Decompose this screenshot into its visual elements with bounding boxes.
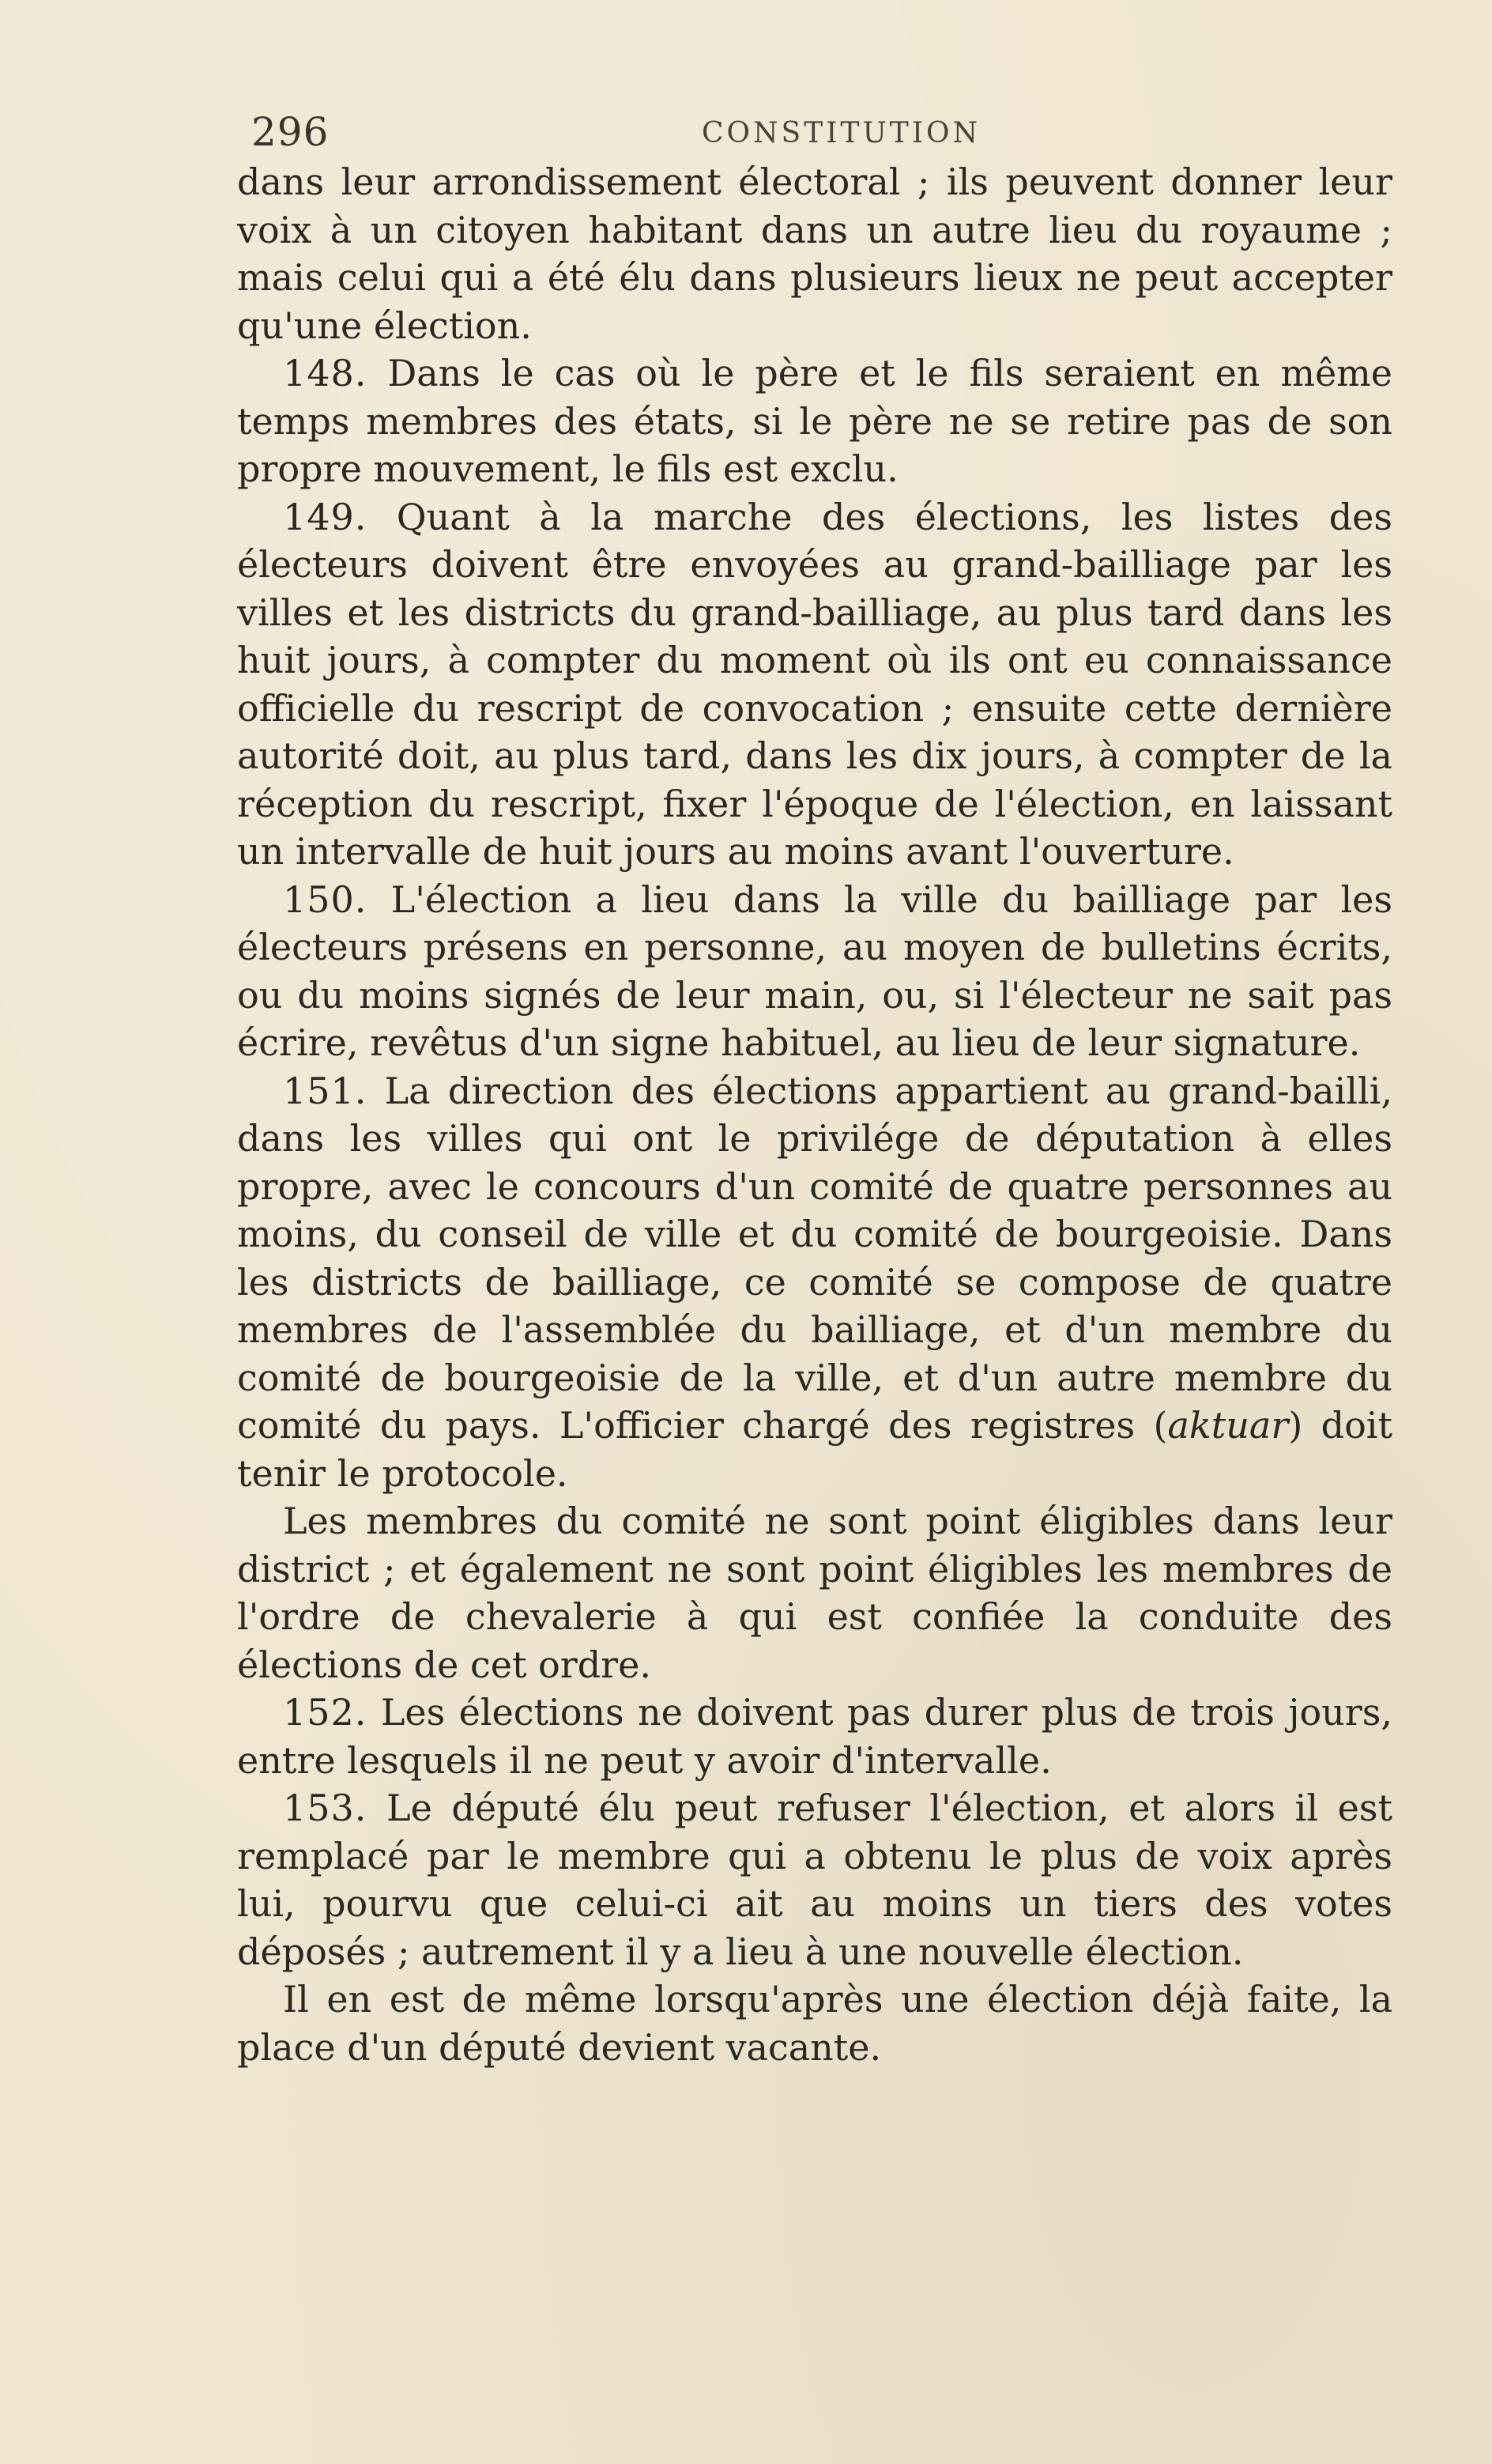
paragraph-text: La direction des élections appartient au grand-bailli, dans les villes qui ont le privilége de députation à elles propre, avec le concours d'un comité de quatre personnes au moins, du conseil de ville et du comité de bourgeoisie. Dans les districts de bailliage, ce comité se compose de quatre membres de l'assemblée du bailliage, et d'un membre du comité de bourgeoisie de la ville, et d'un autre membre du comité du pays. L'officier chargé des registres ( (237, 1069, 1392, 1447)
paragraph-vacancy (237, 1975, 1392, 2071)
paragraph-text: Le député élu peut refuser l'élection, et alors il est remplacé par le membre qui a obtenu le plus de voix après lui, pourvu que celui-ci ait au moins un tiers des votes déposés ; autrement il y a lieu à une nouvelle élection. (237, 1787, 1392, 1973)
paragraph-continuation (237, 158, 1392, 349)
paragraph-text: Dans le cas où le père et le fils seraient en même temps membres des états, si le père ne se retire pas de son propre mouvement, le fils est exclu. (237, 352, 1393, 490)
italic-term: aktuar (1167, 1404, 1289, 1447)
article-149 (237, 493, 1392, 876)
paragraph-text: Il en est de même lorsqu'après une élection déjà faite, la place d'un député devient vacante. (237, 1978, 1392, 2069)
paragraph-text: dans leur arrondissement électoral ; ils peuvent donner leur voix à un citoyen habitant dans un autre lieu du royaume ; mais celui qui a été élu dans plusieurs lieux ne peut accepter qu'une élection. (237, 160, 1392, 347)
article-number: 150. (283, 877, 367, 921)
article-number: 151. (283, 1069, 367, 1112)
paragraph-text-end: ) doit tenir le protocole. (237, 1404, 1393, 1495)
running-head (251, 109, 1397, 164)
paragraph-text: Les membres du comité ne sont point éligibles dans leur district ; et également ne sont point éligibles les membres de l'ordre de chevalerie à qui est confiée la conduite des élections de cet ordre. (237, 1500, 1392, 1686)
article-152 (237, 1689, 1392, 1784)
paragraph-text: L'élection a lieu dans la ville du bailliage par les électeurs présens en personne, au moyen de bulletins écrits, ou du moins signés de leur main, ou, si l'électeur ne sait pas écrire, revêtus d'un signe habituel, au lieu de leur signature. (237, 877, 1392, 1064)
article-number: 148. (283, 352, 367, 394)
article-number: 149. (283, 495, 367, 538)
paragraph-text: Les élections ne doivent pas durer plus de trois jours, entre lesquels il ne peut y avoir d'intervalle. (237, 1691, 1392, 1782)
article-number: 152. (283, 1691, 367, 1734)
page-number: 296 (251, 109, 330, 155)
article-number: 153. (283, 1787, 367, 1829)
article-150 (237, 876, 1392, 1067)
text-body (237, 158, 1392, 2071)
article-151 (237, 1067, 1392, 1498)
paragraph-committee-eligibility (237, 1497, 1392, 1689)
article-148 (237, 349, 1392, 493)
running-title: CONSTITUTION (702, 117, 981, 149)
paragraph-text: Quant à la marche des élections, les listes des électeurs doivent être envoyées au grand-bailliage par les villes et les districts du grand-bailliage, au plus tard dans les huit jours, à compter du moment où ils ont eu connaissance officielle du rescript de convocation ; ensuite cette dernière autorité doit, au plus tard, dans les dix jours, à compter de la réception du rescript, fixer l'époque de l'élection, en laissant un intervalle de huit jours au moins avant l'ouverture. (237, 495, 1392, 873)
article-153 (237, 1784, 1392, 1975)
